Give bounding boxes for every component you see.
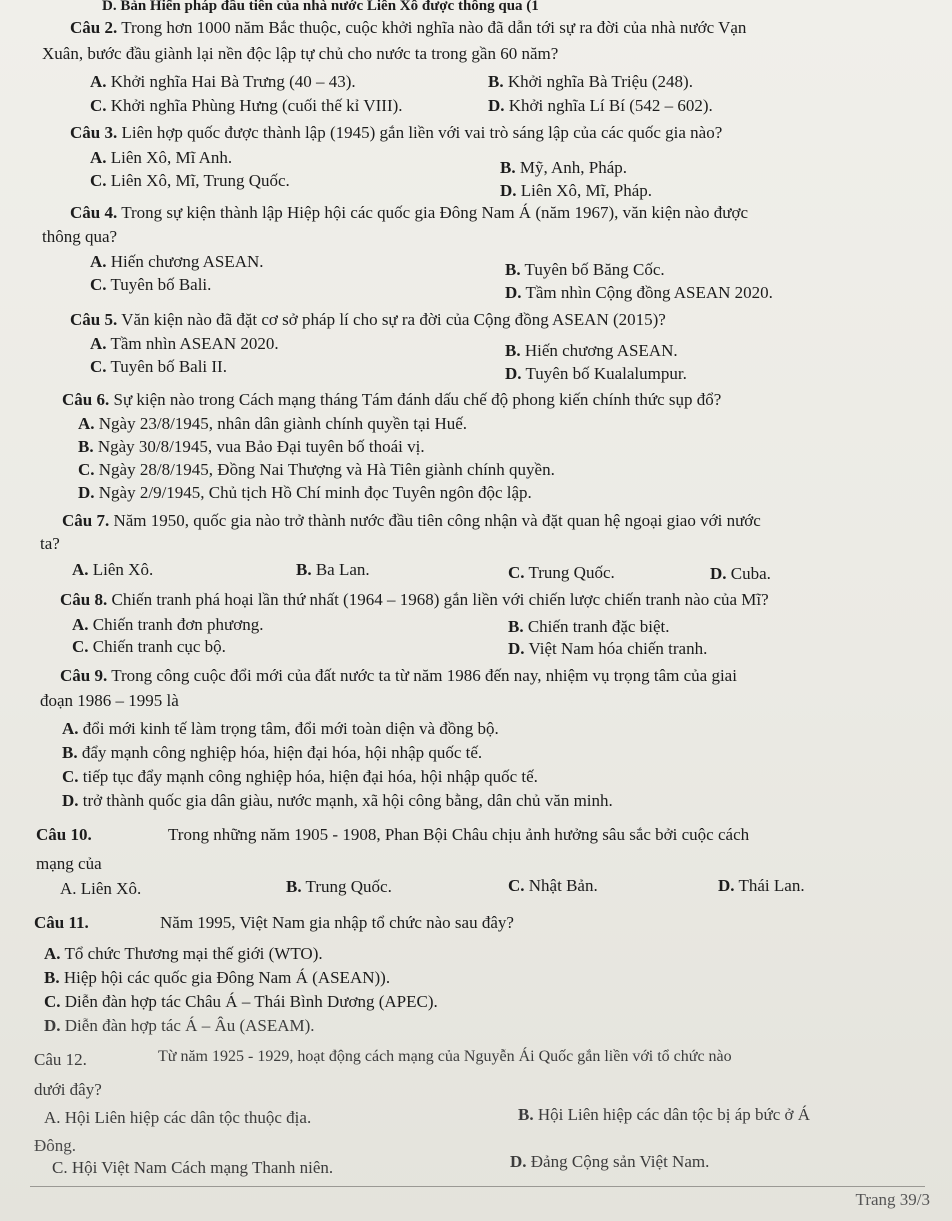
option-12d[interactable]: D. Đảng Cộng sản Việt Nam.: [510, 1152, 710, 1171]
option-2c[interactable]: C. Khởi nghĩa Phùng Hưng (cuối thế kỉ VIII).: [90, 96, 403, 115]
option-12a[interactable]: A. Hội Liên hiệp các dân tộc thuộc địa.: [44, 1108, 312, 1127]
option-10c[interactable]: C. Nhật Bản.: [508, 876, 598, 895]
option-5c[interactable]: C. Tuyên bố Bali II.: [90, 357, 227, 376]
option-5b[interactable]: B. Hiến chương ASEAN.: [505, 341, 678, 360]
option-7a[interactable]: A. Liên Xô.: [72, 560, 154, 579]
option-2d[interactable]: D. Khởi nghĩa Lí Bí (542 – 602).: [488, 96, 713, 115]
option-9d[interactable]: D. trở thành quốc gia dân giàu, nước mạnh, xã hội công bằng, dân chủ văn minh.: [62, 791, 613, 810]
question-12: Từ năm 1925 - 1929, hoạt động cách mạng của Nguyễn Ái Quốc gắn liền với tổ chức nào: [158, 1048, 732, 1065]
question-10-num: Câu 10.: [36, 825, 92, 844]
option-8d[interactable]: D. Việt Nam hóa chiến tranh.: [508, 639, 708, 658]
option-12c[interactable]: C. Hội Việt Nam Cách mạng Thanh niên.: [52, 1158, 334, 1177]
option-3d[interactable]: D. Liên Xô, Mĩ, Pháp.: [500, 181, 653, 200]
question-2: Câu 2. Trong hơn 1000 năm Bắc thuộc, cuộc khởi nghĩa nào đã dẫn tới sự ra đời của nhà nước Vạn: [70, 18, 747, 37]
option-4a[interactable]: A. Hiến chương ASEAN.: [90, 252, 264, 271]
option-3c[interactable]: C. Liên Xô, Mĩ, Trung Quốc.: [90, 171, 290, 190]
question-9-cont: đoạn 1986 – 1995 là: [40, 691, 179, 710]
option-10d[interactable]: D. Thái Lan.: [718, 876, 805, 895]
question-9: Câu 9. Trong công cuộc đổi mới của đất nước ta từ năm 1986 đến nay, nhiệm vụ trọng tâm của giai: [60, 666, 737, 685]
option-4c[interactable]: C. Tuyên bố Bali.: [90, 275, 212, 294]
option-12b[interactable]: B. Hội Liên hiệp các dân tộc bị áp bức ở Á: [518, 1105, 811, 1124]
question-7: Câu 7. Năm 1950, quốc gia nào trở thành nước đầu tiên công nhận và đặt quan hệ ngoại giao với nước: [62, 511, 761, 530]
option-2a[interactable]: A. Khởi nghĩa Hai Bà Trưng (40 – 43).: [90, 72, 356, 91]
question-12-cont: dưới đây?: [34, 1080, 102, 1099]
question-2-cont: Xuân, bước đầu giành lại nền độc lập tự chủ cho nước ta trong gần 60 năm?: [42, 44, 559, 63]
option-8a[interactable]: A. Chiến tranh đơn phương.: [72, 615, 264, 634]
option-7d[interactable]: D. Cuba.: [710, 564, 771, 583]
option-4b[interactable]: B. Tuyên bố Băng Cốc.: [505, 260, 665, 279]
option-7c[interactable]: C. Trung Quốc.: [508, 563, 615, 582]
option-9c[interactable]: C. tiếp tục đẩy mạnh công nghiệp hóa, hiện đại hóa, hội nhập quốc tế.: [62, 767, 538, 786]
option-9a[interactable]: A. đổi mới kinh tế làm trọng tâm, đổi mới toàn diện và đồng bộ.: [62, 719, 499, 738]
page-number: Trang 39/3: [855, 1190, 930, 1209]
question-8: Câu 8. Chiến tranh phá hoại lần thứ nhất (1964 – 1968) gắn liền với chiến lược chiến tranh nào của Mĩ?: [60, 590, 769, 609]
question-5: Câu 5. Văn kiện nào đã đặt cơ sở pháp lí cho sự ra đời của Cộng đồng ASEAN (2015)?: [70, 310, 666, 329]
option-6d[interactable]: D. Ngày 2/9/1945, Chủ tịch Hồ Chí minh đọc Tuyên ngôn độc lập.: [78, 483, 532, 502]
option-5a[interactable]: A. Tầm nhìn ASEAN 2020.: [90, 334, 279, 353]
option-6b[interactable]: B. Ngày 30/8/1945, vua Bảo Đại tuyên bố thoái vị.: [78, 437, 425, 456]
question-3: Câu 3. Liên hợp quốc được thành lập (1945) gắn liền với vai trò sáng lập của các quốc gia nào?: [70, 123, 723, 142]
option-6c[interactable]: C. Ngày 28/8/1945, Đồng Nai Thượng và Hà Tiên giành chính quyền.: [78, 460, 555, 479]
question-11-num: Câu 11.: [34, 913, 89, 932]
header-fragment: D. Bản Hiến pháp đầu tiên của nhà nước Liên Xô được thông qua (1: [102, 0, 539, 14]
option-11c[interactable]: C. Diễn đàn hợp tác Châu Á – Thái Bình Dương (APEC).: [44, 992, 438, 1011]
question-7-cont: ta?: [40, 534, 60, 553]
question-6: Câu 6. Sự kiện nào trong Cách mạng tháng Tám đánh dấu chế độ phong kiến chính thức sụp đổ?: [62, 390, 722, 409]
option-2b[interactable]: B. Khởi nghĩa Bà Triệu (248).: [488, 72, 693, 91]
option-8c[interactable]: C. Chiến tranh cục bộ.: [72, 637, 226, 656]
option-12b-cont: Đông.: [34, 1136, 77, 1155]
question-12-num: Câu 12.: [34, 1050, 87, 1069]
option-4d[interactable]: D. Tầm nhìn Cộng đồng ASEAN 2020.: [505, 283, 773, 302]
option-5d[interactable]: D. Tuyên bố Kualalumpur.: [505, 364, 687, 383]
option-10b[interactable]: B. Trung Quốc.: [286, 877, 392, 896]
option-11b[interactable]: B. Hiệp hội các quốc gia Đông Nam Á (ASEAN)).: [44, 968, 391, 987]
question-10-cont: mạng của: [36, 854, 102, 873]
question-11: Năm 1995, Việt Nam gia nhập tổ chức nào sau đây?: [160, 913, 514, 932]
question-4: Câu 4. Trong sự kiện thành lập Hiệp hội các quốc gia Đông Nam Á (năm 1967), văn kiện nào được: [70, 203, 749, 222]
option-7b[interactable]: B. Ba Lan.: [296, 560, 370, 579]
option-3a[interactable]: A. Liên Xô, Mĩ Anh.: [90, 148, 233, 167]
option-8b[interactable]: B. Chiến tranh đặc biệt.: [508, 617, 670, 636]
question-4-cont: thông qua?: [42, 227, 118, 246]
question-10: Trong những năm 1905 - 1908, Phan Bội Châu chịu ảnh hưởng sâu sắc bởi cuộc cách: [168, 825, 750, 844]
option-11a[interactable]: A. Tổ chức Thương mại thế giới (WTO).: [44, 944, 323, 963]
option-11d[interactable]: D. Diễn đàn hợp tác Á – Âu (ASEAM).: [44, 1016, 315, 1035]
footer-rule: [30, 1186, 925, 1187]
option-9b[interactable]: B. đẩy mạnh công nghiệp hóa, hiện đại hóa, hội nhập quốc tế.: [62, 743, 483, 762]
option-6a[interactable]: A. Ngày 23/8/1945, nhân dân giành chính quyền tại Huế.: [78, 414, 468, 433]
option-10a[interactable]: A. Liên Xô.: [60, 879, 142, 898]
option-3b[interactable]: B. Mỹ, Anh, Pháp.: [500, 158, 628, 177]
